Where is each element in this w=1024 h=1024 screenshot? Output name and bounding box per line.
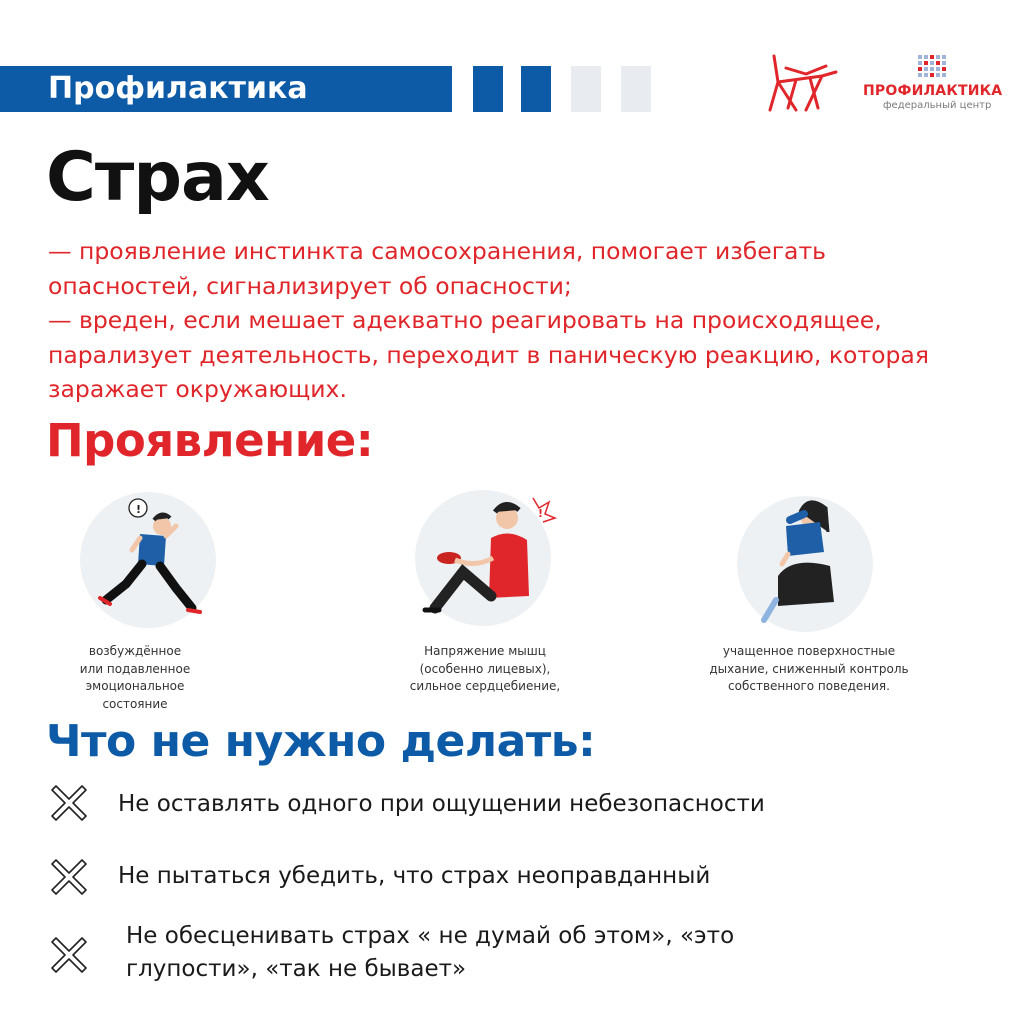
cross-icon	[48, 856, 90, 898]
intro-text	[48, 234, 1008, 407]
caption-line: учащенное поверхностные	[722, 644, 896, 658]
dont-text	[126, 920, 734, 986]
chair-logo-icon	[766, 52, 840, 114]
grid-logo-icon	[918, 55, 948, 77]
logo-subtitle: федеральный центр	[883, 100, 992, 111]
caption-line: эмоциональное	[85, 679, 185, 693]
donts-heading: Что не нужно делать:	[46, 716, 596, 767]
intro-line: заражает окружающих.	[48, 375, 347, 403]
intro-line: парализует деятельность, переходит в паническую реакцию, которая	[48, 340, 929, 369]
header-block	[473, 66, 503, 112]
caption-line: состояние	[102, 696, 168, 711]
manifestation-heading: Проявление:	[46, 414, 374, 467]
running-person-illustration	[80, 492, 230, 632]
svg-text:!: !	[538, 507, 544, 520]
logo-name: ПРОФИЛАКТИКА	[863, 83, 1003, 99]
svg-text:!: !	[136, 503, 142, 516]
cross-icon	[48, 934, 90, 976]
intro-line: опасностей, сигнализирует об опасности;	[48, 271, 572, 300]
intro-line: — вреден, если мешает адекватно реагировать на происходящее,	[48, 306, 882, 334]
dont-text: Не пытаться убедить, что страх неоправданный	[118, 863, 711, 889]
caption-line: собственного поведения.	[728, 679, 890, 693]
caption-line: возбуждённое	[88, 644, 182, 658]
caption-line: сильное сердцебиение,	[409, 679, 561, 693]
header-title: Профилактика	[48, 71, 308, 106]
dont-text: Не оставлять одного при ощущении небезопасности	[118, 791, 765, 817]
intro-line: — проявление инстинкта самосохранения, помогает избегать	[48, 237, 827, 265]
sitting-person-illustration	[405, 488, 575, 628]
caption-line: (особенно лицевых),	[419, 661, 551, 676]
manifestation-caption	[680, 643, 938, 696]
page-title: Страх	[46, 138, 269, 217]
caption-line: или подавленное	[79, 661, 191, 676]
header-block	[521, 66, 551, 112]
dont-text-line: Не обесценивать страх « не думай об этом», «это	[126, 923, 735, 949]
header-block	[621, 66, 651, 112]
manifestation-caption	[40, 643, 230, 713]
caption-line: дыхание, сниженный контроль	[709, 661, 909, 676]
cross-icon	[48, 782, 90, 824]
dont-text-line: глупости», «так не бывает»	[126, 956, 467, 982]
caption-line: Напряжение мышц	[424, 644, 546, 658]
header-block	[571, 66, 601, 112]
manifestation-caption	[370, 643, 600, 696]
hiding-person-illustration	[730, 492, 880, 632]
